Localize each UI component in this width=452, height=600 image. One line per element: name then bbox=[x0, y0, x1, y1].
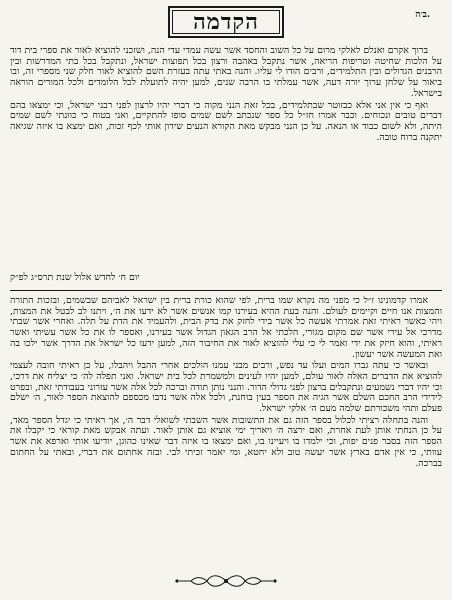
date-signature-line: יום ח׳ לחדש אלול שנת תרס״ג לפ״ק bbox=[10, 272, 140, 283]
section-divider bbox=[10, 290, 442, 291]
paragraph: ובאשר כי עתה גברו המים ועלו עד נפש, ורבים מבני עמנו הולכים אחרי ההבל ויהבלו, על כן ראיתי חובה לעצמי להוציא את הדברים האלה לאור עולם, למען יהיו לעינים ולמשמרת לכל בית ישראל. ואני תפלה לה׳ כי יצליח את דרכי, וכי יהיו דברי נשמעים ונתקבלים ברצון לפני גדולי הדור. והנני נותן תודה וברכה לכל אלה אשר עזרוני בעבודתי זאת, ובפרט לידידי הרב החכם השלם אשר הגיה את הספר בעין בוחנת, ולכל אלה אשר נדבו מכספם להוצאת הספר לאור, ה׳ ישלם פעלם ותהי משכורתם שלמה מעם ה׳ אלקי ישראל. bbox=[10, 360, 442, 415]
introduction-section-two bbox=[10, 296, 442, 564]
decorative-ornament-icon bbox=[171, 572, 281, 590]
paragraph: והנה בתחלה רציתי לכלול בספר הזה גם את התשובות אשר השבתי לשואלי דבר ה׳, אך ראיתי כי יגדל הספר מאד, על כן הנחתי אותן לעת אחרת, ואם ירצה ה׳ ויאריך ימי אוציא גם אותן לאור. ועתה אבקש מאת קוראי כי יקבלו את הספר הזה בסבר פנים יפות, וכי ילמדו בו ויעיינו בו, ואם ימצאו בו איזה דבר שאינו כהוגן, יודיעו אותי וארפא את אשר עוותי, כי אין אדם בארץ אשר יעשה טוב ולא יחטא, ומי יאמר זכיתי לבי. ובזה אחתום את דברי, ובאתי על החתום בברכה. bbox=[10, 414, 442, 469]
paragraph: אמרו קדמונינו ז״ל כי מפני מה נקרא שמו ברית, לפי שהוא כורת ברית בין ישראל לאביהם שבשמים, ובזכות התורה והמצות אנו חיים וקיימים לעולם. והנה בעת ההיא בעירנו קמו אנשים אשר לא ידעו את ה׳, ויתנו לב לבטל את המצות, ויהי כאשר ראיתי זאת אמרתי אעשה כל אשר בידי לחזק את בדק הבית, ולהעמיד את הדת על תלה. ואחרי אשר שבתי מדרכי אל עירי אשר שם מקום מגורי, הלכתי אל הרב הגאון הגדול אשר בעירנו, ואספר לו את כל אשר עשיתי ואשר ראיתי, והוא חיזק את ידי ואמר לי כי עלי להוציא לאור את החיבור הזה, למען ידעו כל ישראל את הדרך אשר ילכו בה ואת המעשה אשר יעשון. bbox=[10, 296, 442, 360]
paragraph: ברוך אקרם ואנלם לאלקי מרום על כל השוב והחסד אשר עשה עמדי עדי הנה, ושזכני להוציא לאור את ספרי בית דוד על הלכות שחיטה וטריפות הריאה, אשר נתקבל באהבה ורצון בכל תפוצות ישראל, ונתקבל בכל בתי המדרשות ובין הרבנים הגדולים ובין התלמידים, ורבים הודו לי עליו. והנה באתי עתה בעזרת השם להוציא לאור חלק שני מספרי זה, ובו ביאור על שלחן ערוך יורה דעה, אשר עמלתי בו הרבה שנים, למען יהיה לתועלת לכל הלומדים ולכל המורים הוראה בישראל. bbox=[10, 46, 442, 99]
title-frame bbox=[168, 6, 284, 38]
page-number: ב׳ה. bbox=[415, 10, 430, 20]
introduction-section-one bbox=[10, 46, 442, 284]
paragraph: ואף כי אין אני אלא כבזוטר שבתלמידים, בכל זאת הנני מקוה כי דברי יהיו לרצון לפני רבני ישראל, וכי ימצאו בהם דברים טובים ונכוחים. וכבר אמרו חז״ל כל ספר שנכתב לשם שמים סופו להתקיים, ואני בטוח כי כוונתי לשם שמים היתה, ולא לשום כבוד או הנאה. על כן הנני מבקש מאת הקורא הנעים שידון אותי לכף זכות, ואם ימצא בו איזה שגיאה יתקנה ברוח טובה. bbox=[10, 99, 442, 143]
page-title: הקדמה bbox=[193, 9, 259, 35]
